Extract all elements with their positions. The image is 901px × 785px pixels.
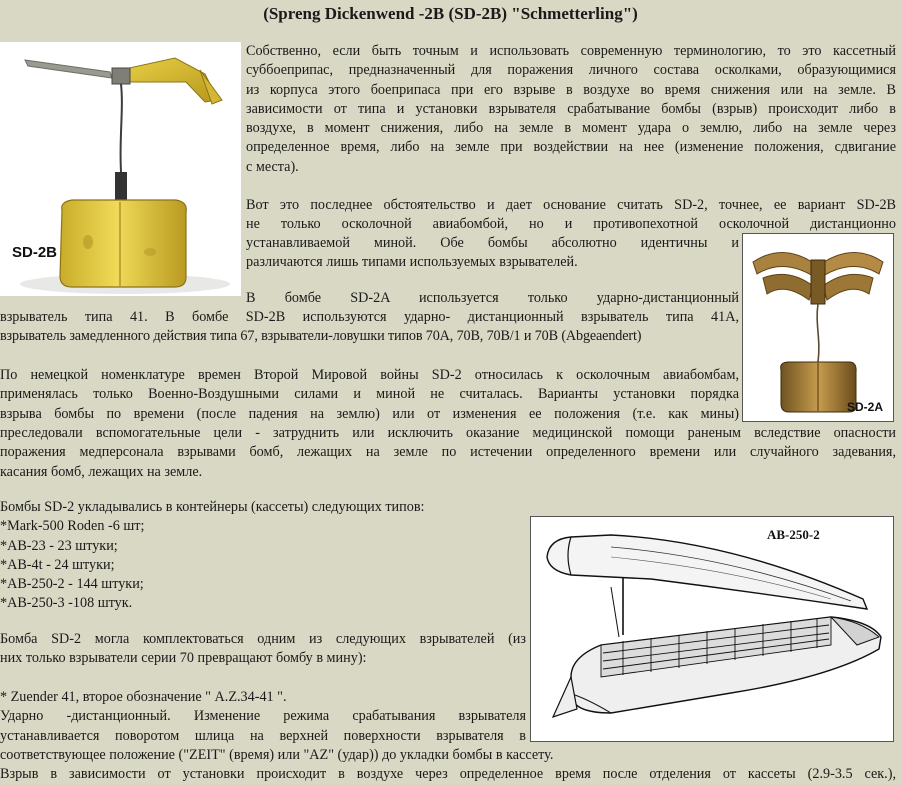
sd2-line-1: Вот это последнее обстоятельство и дает основание считать SD-2, точнее, ее вариант SD-2B — [246, 197, 896, 213]
intro-line-4: зависимости от типа и установки взрывателя срабатывание бомбы (взрыв) происходит либо в — [246, 100, 896, 117]
intro-line-7: с места). — [246, 158, 299, 175]
fuze-41-wide — [0, 746, 896, 785]
sd2a-photo — [742, 233, 894, 422]
fuze-41-line-3: соответствующее положение ("ZEIT" (время) или "AZ" (удар)) до укладки бомбы в кассету. — [0, 747, 554, 763]
fuze-41-line-4: Взрыв в зависимости от установки происходит в воздухе через определенное время после отделения от кассеты (2.9-3.5 сек.), — [0, 766, 896, 783]
fuzes-paragraph-wide — [0, 308, 739, 347]
fuzes-line-1: В бомбе SD-2A используется только ударно-дистанционный — [246, 290, 739, 306]
ab250-container-image — [531, 517, 893, 741]
ab250-drawing — [530, 516, 894, 742]
intro-line-5: воздухе, в момент снижения, либо на земле в момент удара о землю, либо на земле через — [246, 120, 896, 137]
fuzes-line-2: взрыватель типа 41. В бомбе SD-2B используются ударно- дистанционный взрыватель типа 41A, — [0, 309, 739, 325]
fuze-options-paragraph — [0, 630, 526, 669]
page-title: (Spreng Dickenwend -2B (SD-2B) "Schmetterling") — [263, 4, 638, 23]
containers-intro: Бомбы SD-2 укладывались в контейнеры (кассеты) следующих типов: — [0, 499, 425, 515]
nomenclature-paragraph-wide — [0, 424, 896, 482]
fuze-41-section — [0, 688, 526, 746]
container-item: *АВ-23 - 23 штуки; — [0, 537, 118, 554]
fuze-41-line-2: устанавливается поворотом шлица на верхней поверхности взрывателя в — [0, 727, 526, 744]
container-item: *АВ-250-2 - 144 штуки; — [0, 576, 144, 593]
nomenclature-line-4: преследовали вспомогательные цели - затруднить или исключить оказание медицинской помощи раненым вследствие опасности — [0, 425, 896, 441]
sd2a-bomb-image — [743, 234, 893, 421]
nomenclature-line-1: По немецкой номенклатуре времен Второй Мировой войны SD-2 относилась к осколочным авиабомбам, — [0, 367, 739, 383]
container-item: *АВ-4t - 24 штуки; — [0, 556, 115, 573]
fuzes-paragraph — [246, 289, 739, 308]
sd2b-label: SD-2B — [12, 244, 58, 261]
fuzes-line-3: взрыватель замедленного действия типа 67, взрыватели-ловушки типов 70A, 70B, 70B/1 и 70B (Abgeaendert) — [0, 328, 642, 345]
sd2-line-2: не только осколочной авиабомбой, но и противопехотной осколочной дистанционно — [246, 216, 896, 233]
fuze-options-line-2: них только взрыватели серии 70 превращают бомбу в мину): — [0, 650, 367, 667]
sd2-paragraph — [246, 196, 896, 235]
ab250-label: АВ-250-2 — [767, 527, 820, 542]
nomenclature-paragraph — [0, 366, 739, 424]
nomenclature-line-2: применялась только Военно-Воздушными силами и миной не считалась. Варианты установки порядка — [0, 386, 739, 403]
sd2-line-4: различаются лишь типами используемых взрывателей. — [246, 254, 578, 271]
sd2-line-3: устанавливаемой миной. Обе бомбы абсолютно идентичны и — [246, 235, 739, 251]
nomenclature-line-6: касания бомб, лежащих на земле. — [0, 463, 203, 480]
intro-line-6: определенное время, либо на земле при воздействии на нее (изменение положения, сдвигание — [246, 139, 896, 156]
intro-line-1: Собственно, если быть точным и использовать современную терминологию, то это кассетный — [246, 43, 896, 59]
sd2a-label: SD-2A — [847, 400, 884, 414]
container-item: *АВ-250-3 -108 штук. — [0, 595, 133, 612]
sd2b-photo — [0, 42, 241, 296]
intro-paragraph — [246, 42, 896, 177]
container-item: *Mark-500 Roden -6 шт; — [0, 518, 145, 535]
containers-section — [0, 498, 520, 614]
nomenclature-line-5: поражения медперсонала взрывами бомб, лежащих на земле по истечении определенного времени или случайного задевания, — [0, 444, 896, 461]
fuze-41-line-1: Ударно -дистанционный. Изменение режима срабатывания взрывателя — [0, 708, 526, 725]
nomenclature-line-3: взрыва бомбы по времени (после падения на землю) или от изменения ее положения (т.е. как мины) — [0, 405, 739, 422]
intro-line-3: из корпуса этого боеприпаса при его взрыве в воздухе во время снижения или на земле. В — [246, 81, 896, 98]
intro-line-2: суббоеприпас, предназначенный для поражения личного состава осколками, образующимися — [246, 62, 896, 79]
fuze-options-line-1: Бомба SD-2 могла комплектоваться одним из следующих взрывателей (из — [0, 631, 526, 647]
fuze-41-title: * Zuender 41, второе обозначение " A.Z.34-41 ". — [0, 689, 287, 705]
sd2-paragraph-narrow — [246, 234, 739, 273]
